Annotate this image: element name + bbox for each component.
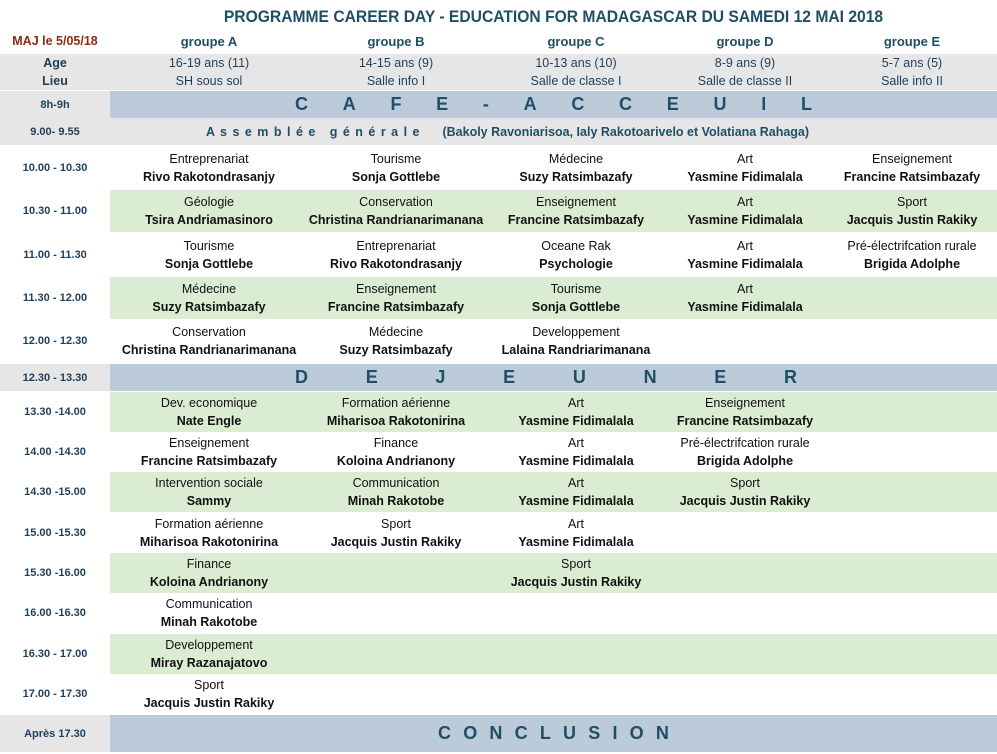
time-slot: 14.30 -15.00 <box>0 472 110 512</box>
session-subject: Developpement <box>532 325 620 339</box>
session-subject: Tourisme <box>370 152 422 166</box>
band-letter: S <box>588 723 601 743</box>
time-slot: 9.00- 9.55 <box>0 118 110 145</box>
band-letter: C <box>295 94 308 114</box>
band-letter: A <box>523 94 537 114</box>
session-subject: Pré-électrifcation rurale <box>680 436 810 450</box>
session-speaker: Yasmine Fidimalala <box>687 170 803 184</box>
session-subject: Tourisme <box>183 239 235 253</box>
session-speaker: Jacquis Justin Rakiky <box>143 696 275 710</box>
session-subject: Communication <box>165 597 253 611</box>
session-cell <box>295 150 497 186</box>
band-letter: L <box>539 723 551 743</box>
session-speaker: Koloina Andrianony <box>149 575 269 589</box>
group-age: 10-13 ans (10) <box>535 56 617 70</box>
time-slot: 16.30 - 17.00 <box>0 634 110 674</box>
update-date: MAJ le 5/05/18 <box>12 34 98 48</box>
session-speaker: Yasmine Fidimalala <box>687 257 803 271</box>
session-speaker: Miray Razanajatovo <box>150 656 268 670</box>
time-slot: 16.00 -16.30 <box>0 593 110 633</box>
page-title: PROGRAMME CAREER DAY - EDUCATION FOR MADAGASCAR DU SAMEDI 12 MAI 2018 <box>223 7 884 26</box>
session-subject: Formation aérienne <box>154 517 264 531</box>
session-cell <box>295 237 497 273</box>
session-subject: Art <box>737 195 753 209</box>
session-speaker: Sonja Gottlebe <box>531 300 621 314</box>
session-cell <box>295 434 497 470</box>
band-letter: J <box>435 367 446 387</box>
session-subject: Médecine <box>181 282 237 296</box>
group-lieu: Salle de classe I <box>530 74 622 88</box>
time-slot: 14.00 -14.30 <box>0 432 110 472</box>
band-letter: E <box>666 94 679 114</box>
band-letter: E <box>503 367 516 387</box>
session-subject: Oceane Rak <box>541 239 611 253</box>
session-subject: Enseignement <box>169 436 249 450</box>
session-subject: Art <box>568 436 584 450</box>
group-lieu: Salle info II <box>881 74 943 88</box>
session-speaker: Christina Randrianarimanana <box>121 343 297 357</box>
band-letter: C <box>619 94 633 114</box>
session-speaker: Koloina Andrianony <box>336 454 456 468</box>
session-speaker: Minah Rakotobe <box>347 494 445 508</box>
session-subject: Médecine <box>548 152 604 166</box>
session-speaker: Tsira Andriamasinoro <box>145 213 273 227</box>
session-speaker: Yasmine Fidimalala <box>518 454 634 468</box>
dejeuner-band <box>110 364 997 391</box>
session-subject: Enseignement <box>356 282 436 296</box>
assembly-title: A s s e m b l é e g é n é r a l e <box>206 124 421 139</box>
band-letter: U <box>572 367 586 387</box>
group-header: groupe E <box>883 34 941 49</box>
group-age: 5-7 ans (5) <box>881 56 943 70</box>
band-letter: C <box>438 723 451 743</box>
session-speaker: Francine Ratsimbazafy <box>676 414 814 428</box>
band-letter: N <box>643 367 657 387</box>
group-lieu: SH sous sol <box>175 74 243 88</box>
session-speaker: Yasmine Fidimalala <box>518 535 634 549</box>
band-letter: L <box>800 94 812 114</box>
band-letter: N <box>655 723 669 743</box>
session-speaker: Minah Rakotobe <box>160 615 258 629</box>
session-subject: Sport <box>381 517 411 531</box>
session-cell <box>475 515 677 551</box>
session-subject: Tourisme <box>550 282 602 296</box>
band-letter: U <box>563 723 577 743</box>
session-speaker: Francine Ratsimbazafy <box>843 170 981 184</box>
session-speaker: Sonja Gottlebe <box>351 170 441 184</box>
session-speaker: Yasmine Fidimalala <box>687 213 803 227</box>
session-subject: Pré-électrifcation rurale <box>847 239 977 253</box>
session-subject: Art <box>737 152 753 166</box>
group-age: 14-15 ans (9) <box>358 56 434 70</box>
session-cell <box>295 323 497 359</box>
session-speaker: Suzy Ratsimbazafy <box>152 300 266 314</box>
cafe-accueil-band <box>110 91 997 118</box>
session-cell <box>295 193 497 229</box>
session-subject: Developpement <box>165 638 253 652</box>
session-cell <box>811 150 997 186</box>
session-speaker: Jacquis Justin Rakiky <box>330 535 462 549</box>
session-subject: Entreprenariat <box>169 152 249 166</box>
session-speaker: Nate Engle <box>176 414 242 428</box>
conclusion-band-letters <box>438 723 669 744</box>
band-letter: U <box>713 94 727 114</box>
session-cell <box>475 555 677 591</box>
session-cell <box>108 434 310 470</box>
session-subject: Finance <box>373 436 419 450</box>
time-slot: 13.30 -14.00 <box>0 392 110 432</box>
session-speaker: Christina Randrianarimanana <box>308 213 484 227</box>
session-speaker: Brigida Adolphe <box>863 257 961 271</box>
session-speaker: Francine Ratsimbazafy <box>140 454 278 468</box>
cafe-accueil-band-letters <box>295 94 812 115</box>
session-cell <box>108 595 310 631</box>
band-letter: F <box>390 94 402 114</box>
group-header: groupe A <box>180 34 238 49</box>
session-cell <box>475 323 677 359</box>
time-slot: 15.30 -16.00 <box>0 553 110 593</box>
time-slot: 10.30 - 11.00 <box>0 190 110 232</box>
session-subject: Enseignement <box>705 396 785 410</box>
session-cell <box>108 474 310 510</box>
session-cell <box>811 237 997 273</box>
session-subject: Médecine <box>368 325 424 339</box>
band-letter: R <box>783 367 797 387</box>
session-cell <box>295 515 497 551</box>
session-speaker: Psychologie <box>539 257 613 271</box>
session-cell <box>644 474 846 510</box>
session-cell <box>108 150 310 186</box>
session-subject: Géologie <box>183 195 235 209</box>
band-letter: C <box>514 723 528 743</box>
session-speaker: Jacquis Justin Rakiky <box>679 494 811 508</box>
session-speaker: Lalaina Randriarimanana <box>501 343 651 357</box>
band-letter: I <box>612 723 618 743</box>
session-subject: Sport <box>561 557 591 571</box>
band-letter: I <box>761 94 767 114</box>
lieu-label: Lieu <box>0 72 110 90</box>
band-letter: E <box>436 94 449 114</box>
session-subject: Finance <box>186 557 232 571</box>
session-cell <box>108 636 310 672</box>
group-header: groupe D <box>716 34 774 49</box>
assembly-speakers: (Bakoly Ravoniarisoa, Ialy Rakotoarivelo et Volatiana Rahaga) <box>442 124 810 139</box>
time-slot: 12.30 - 13.30 <box>0 364 110 391</box>
session-subject: Intervention sociale <box>155 476 263 490</box>
session-subject: Art <box>737 282 753 296</box>
assembly-band <box>110 118 997 145</box>
session-subject: Art <box>737 239 753 253</box>
session-subject: Dev. economique <box>160 396 258 410</box>
session-speaker: Yasmine Fidimalala <box>518 414 634 428</box>
session-cell <box>295 280 497 316</box>
session-subject: Sport <box>730 476 760 490</box>
session-cell <box>108 515 310 551</box>
session-cell <box>644 280 846 316</box>
session-cell <box>295 474 497 510</box>
age-label: Age <box>0 54 110 72</box>
band-letter: N <box>489 723 503 743</box>
session-subject: Art <box>568 396 584 410</box>
time-slot: 15.00 -15.30 <box>0 513 110 553</box>
group-lieu: Salle de classe II <box>697 74 793 88</box>
session-speaker: Sonja Gottlebe <box>164 257 254 271</box>
session-cell <box>644 434 846 470</box>
time-slot: 10.00 - 10.30 <box>0 147 110 189</box>
session-speaker: Yasmine Fidimalala <box>518 494 634 508</box>
session-subject: Enseignement <box>872 152 952 166</box>
time-slot: 17.00 - 17.30 <box>0 674 110 714</box>
conclusion-band <box>110 715 997 752</box>
session-speaker: Jacquis Justin Rakiky <box>510 575 642 589</box>
session-speaker: Sammy <box>186 494 232 508</box>
group-age: 16-19 ans (11) <box>168 56 250 70</box>
session-cell <box>811 193 997 229</box>
session-speaker: Brigida Adolphe <box>696 454 794 468</box>
session-cell <box>108 394 310 430</box>
session-subject: Communication <box>352 476 440 490</box>
session-speaker: Rivo Rakotondrasanjy <box>330 257 462 271</box>
session-cell <box>108 237 310 273</box>
group-header: groupe B <box>367 34 425 49</box>
session-speaker: Jacquis Justin Rakiky <box>846 213 978 227</box>
session-subject: Sport <box>194 678 224 692</box>
time-slot: 11.00 - 11.30 <box>0 234 110 276</box>
session-subject: Sport <box>897 195 927 209</box>
group-age: 8-9 ans (9) <box>714 56 776 70</box>
session-subject: Conservation <box>172 325 246 339</box>
session-cell <box>295 394 497 430</box>
band-letter: A <box>342 94 356 114</box>
band-letter: O <box>463 723 478 743</box>
band-letter: O <box>629 723 644 743</box>
session-cell <box>644 394 846 430</box>
group-lieu: Salle info I <box>366 74 426 88</box>
session-subject: Conservation <box>359 195 433 209</box>
session-cell <box>108 323 310 359</box>
band-letter: E <box>365 367 378 387</box>
session-cell <box>108 193 310 229</box>
session-speaker: Suzy Ratsimbazafy <box>519 170 633 184</box>
session-subject: Formation aérienne <box>341 396 451 410</box>
band-letter: D <box>295 367 308 387</box>
session-cell <box>108 280 310 316</box>
session-speaker: Francine Ratsimbazafy <box>327 300 465 314</box>
session-subject: Art <box>568 517 584 531</box>
time-slot: 8h-9h <box>0 91 110 118</box>
band-letter: - <box>482 94 489 114</box>
time-slot: 12.00 - 12.30 <box>0 320 110 362</box>
band-letter: E <box>714 367 727 387</box>
dejeuner-band-letters <box>295 367 797 388</box>
session-subject: Entreprenariat <box>356 239 436 253</box>
session-subject: Enseignement <box>536 195 616 209</box>
band-letter: C <box>571 94 585 114</box>
session-cell <box>108 555 310 591</box>
group-header: groupe C <box>547 34 605 49</box>
session-speaker: Francine Ratsimbazafy <box>507 213 645 227</box>
session-speaker: Rivo Rakotondrasanjy <box>143 170 275 184</box>
session-speaker: Yasmine Fidimalala <box>687 300 803 314</box>
session-speaker: Miharisoa Rakotonirina <box>139 535 279 549</box>
time-slot: Après 17.30 <box>0 715 110 752</box>
time-slot: 11.30 - 12.00 <box>0 277 110 319</box>
session-cell <box>108 676 310 712</box>
session-speaker: Miharisoa Rakotonirina <box>326 414 466 428</box>
session-speaker: Suzy Ratsimbazafy <box>339 343 453 357</box>
session-subject: Art <box>568 476 584 490</box>
